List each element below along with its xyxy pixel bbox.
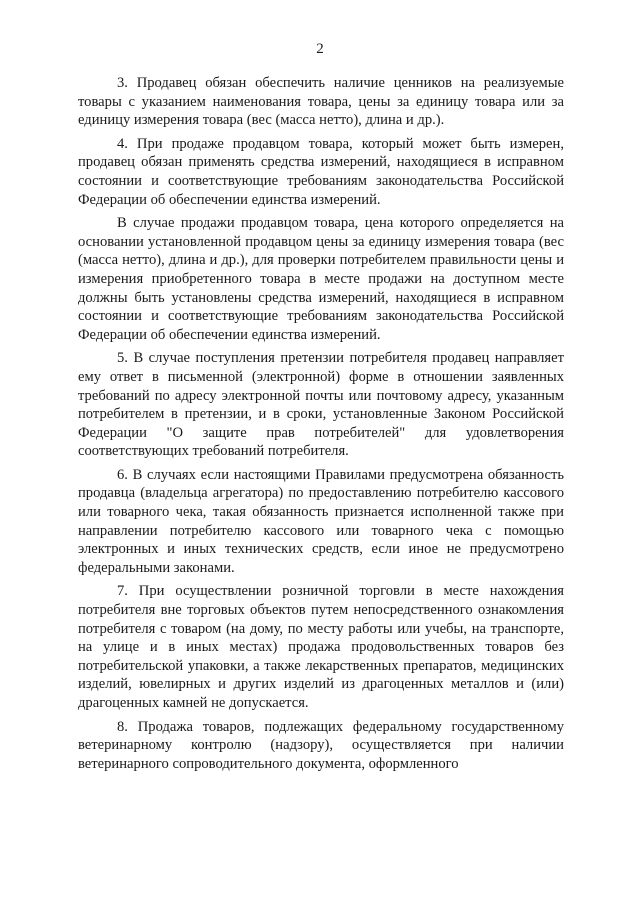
paragraph-3: 3. Продавец обязан обеспечить наличие ценников на реализуемые товары с указанием наименования товара, цены за единицу товара или за единицу измерения товара (вес (масса нетто), длина и др.). xyxy=(78,75,564,129)
document-body xyxy=(78,74,564,778)
paragraph-4-continuation: В случае продажи продавцом товара, цена которого определяется на основании установленной продавцом цены за единицу измерения товара (вес (масса нетто), длина и др.), для проверки потребителем правильности цены и измерения приобретенного товара в месте продажи на доступном месте должны быть установлены средства измерений, находящиеся в исправном состоянии и соответствующие требованиям законодательства Российской Федерации об обеспечении единства измерений. xyxy=(78,215,564,343)
paragraph-4: 4. При продаже продавцом товара, который может быть измерен, продавец обязан применять средства измерений, находящиеся в исправном состоянии и соответствующие требованиям законодательства Российской Федерации об обеспечении единства измерений. xyxy=(78,135,564,208)
paragraph-7: 7. При осуществлении розничной торговли в месте нахождения потребителя вне торговых объектов путем непосредственного ознакомления потребителя с товаром (на дому, по месту работы или учебы, на транспорте, на улице и в иных местах) продажа продовольственных товаров без потребительской упаковки, а также лекарственных препаратов, медицинских изделий, ювелирных и других изделий из драгоценных металлов и (или) драгоценных камней не допускается. xyxy=(78,583,564,711)
page-number: 2 xyxy=(316,41,324,57)
paragraph-8: 8. Продажа товаров, подлежащих федеральному государственному ветеринарному контролю (надзору), осуществляется при наличии ветеринарного сопроводительного документа, оформленного xyxy=(78,718,564,772)
paragraph-5: 5. В случае поступления претензии потребителя продавец направляет ему ответ в письменной (электронной) форме в отношении заявленных требований по адресу электронной почты или почтовому адресу, указанным потребителем в претензии, и в сроки, установленные Законом Российской Федерации "О защите прав потребителей" для удовлетворения соответствующих требований потребителя. xyxy=(78,350,564,460)
paragraph-6: 6. В случаях если настоящими Правилами предусмотрена обязанность продавца (владельца агрегатора) по предоставлению потребителю кассового или товарного чека, такая обязанность признается исполненной также при направлении потребителю кассового или товарного чека с помощью электронных и иных технических средств, если иное не предусмотрено федеральными законами. xyxy=(78,466,564,576)
